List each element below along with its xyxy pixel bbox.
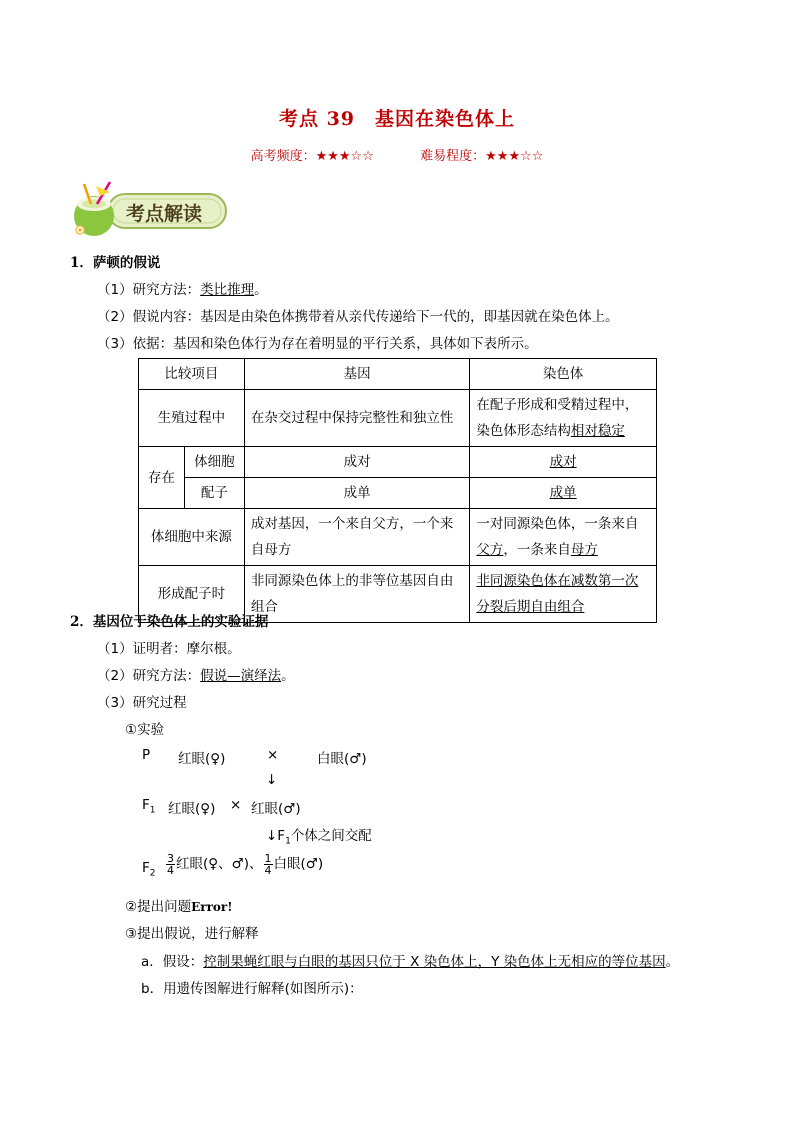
section1-basis: （3）依据：基因和染色体行为存在着明显的平行关系，具体如下表所示。 xyxy=(97,336,538,352)
cross-f2-label: $F_2$ xyxy=(142,860,156,879)
cross-f1-male: 红眼(♂) xyxy=(251,801,301,817)
table-row xyxy=(139,478,657,509)
cross-f1-female: 红眼(♀) xyxy=(168,801,216,817)
cross-p-female: 红眼(♀) xyxy=(178,751,226,767)
method-suffix: 。 xyxy=(254,282,268,298)
section1-hypothesis: （2）假说内容：基因是由染色体携带着从亲代传递给下一代的，即基因就在染色体上。 xyxy=(97,309,619,325)
section2-heading: 2．基因位于染色体上的实验证据 xyxy=(70,614,269,630)
rating-line xyxy=(0,145,794,164)
cross-arrow: ↓ xyxy=(266,772,278,788)
table-cell: 成单 xyxy=(470,478,657,509)
comparison-table xyxy=(138,358,657,623)
cross-f1-label: $F_1$ xyxy=(142,797,156,816)
cross-p-male: 白眼(♂) xyxy=(317,751,367,767)
step-experiment: ①实验 xyxy=(125,722,165,738)
step-hypothesis: ③提出假说，进行解释 xyxy=(125,926,259,942)
fraction-three-quarters: $\frac{3}{4}$ xyxy=(167,851,174,877)
section1-heading: 1．萨顿的假说 xyxy=(70,255,161,271)
cross-f2-result: $\frac{3}{4}$ 红眼(♀、♂)、 $\frac{1}{4}$ 白眼(♂) xyxy=(167,851,324,877)
table-cell: 非同源染色体在减数第一次 分裂后期自由组合 xyxy=(470,566,657,623)
table-row-label: 存在 xyxy=(139,447,185,509)
cross-f1-times: × xyxy=(230,797,242,813)
table-cell: 一对同源染色体，一条来自 父方，一条来自母方 xyxy=(470,509,657,566)
table-row xyxy=(139,447,657,478)
hypothesis-a: a．假设：控制果蝇红眼与白眼的基因只位于 X 染色体上，Y 染色体上无相应的等位基因。 xyxy=(141,954,680,970)
table-header-cell: 基因 xyxy=(244,359,470,390)
cross-p-label: P xyxy=(142,747,151,763)
table-row-label: 形成配子时 xyxy=(139,566,245,623)
table-cell: 非同源染色体上的非等位基因自由 组合 xyxy=(244,566,470,623)
section1-method xyxy=(97,278,268,298)
hypothesis-b: b．用遗传图解进行解释(如图所示)： xyxy=(141,981,363,997)
table-row-label: 生殖过程中 xyxy=(139,390,245,447)
table-cell: 成对 xyxy=(244,447,470,478)
difficulty-stars-empty: ☆☆ xyxy=(520,149,544,164)
table-cell: 成单 xyxy=(244,478,470,509)
method-label: （1）研究方法： xyxy=(97,282,201,298)
difficulty-stars-filled: ★★★ xyxy=(485,149,521,164)
cross-f1-mating: $↓F_1$个体之间交配 xyxy=(266,828,372,847)
table-cell: 在杂交过程中保持完整性和独立性 xyxy=(244,390,470,447)
section2-prover: （1）证明者：摩尔根。 xyxy=(97,641,241,657)
table-subrow-label: 配子 xyxy=(184,478,244,509)
frequency-stars-filled: ★★★ xyxy=(315,149,351,164)
section-badge xyxy=(70,180,230,238)
section2-process: （3）研究过程 xyxy=(97,695,187,711)
table-row-label: 体细胞中来源 xyxy=(139,509,245,566)
badge-label: 考点解读 xyxy=(126,203,203,225)
table-cell: 成对 xyxy=(470,447,657,478)
frequency-stars-empty: ☆☆ xyxy=(350,149,374,164)
table-cell: 成对基因，一个来自父方，一个来 自母方 xyxy=(244,509,470,566)
table-row xyxy=(139,509,657,566)
table-header-cell: 比较项目 xyxy=(139,359,245,390)
table-row xyxy=(139,390,657,447)
table-header-cell: 染色体 xyxy=(470,359,657,390)
fraction-one-quarter: $\frac{1}{4}$ xyxy=(264,851,272,877)
page-title: 考点 39 基因在染色体上 xyxy=(278,108,516,130)
table-header-row xyxy=(139,359,657,390)
step-question: ②提出问题Error! xyxy=(125,899,233,915)
table-subrow-label: 体细胞 xyxy=(184,447,244,478)
method-value: 类比推理 xyxy=(200,282,255,298)
cross-p-times: × xyxy=(267,747,279,763)
frequency-label: 高考频度： xyxy=(250,149,316,164)
table-cell: 在配子形成和受精过程中， 染色体形态结构相对稳定 xyxy=(470,390,657,447)
difficulty-label: 难易程度： xyxy=(420,149,486,164)
section2-method: （2）研究方法：假说—演绎法。 xyxy=(97,668,295,684)
